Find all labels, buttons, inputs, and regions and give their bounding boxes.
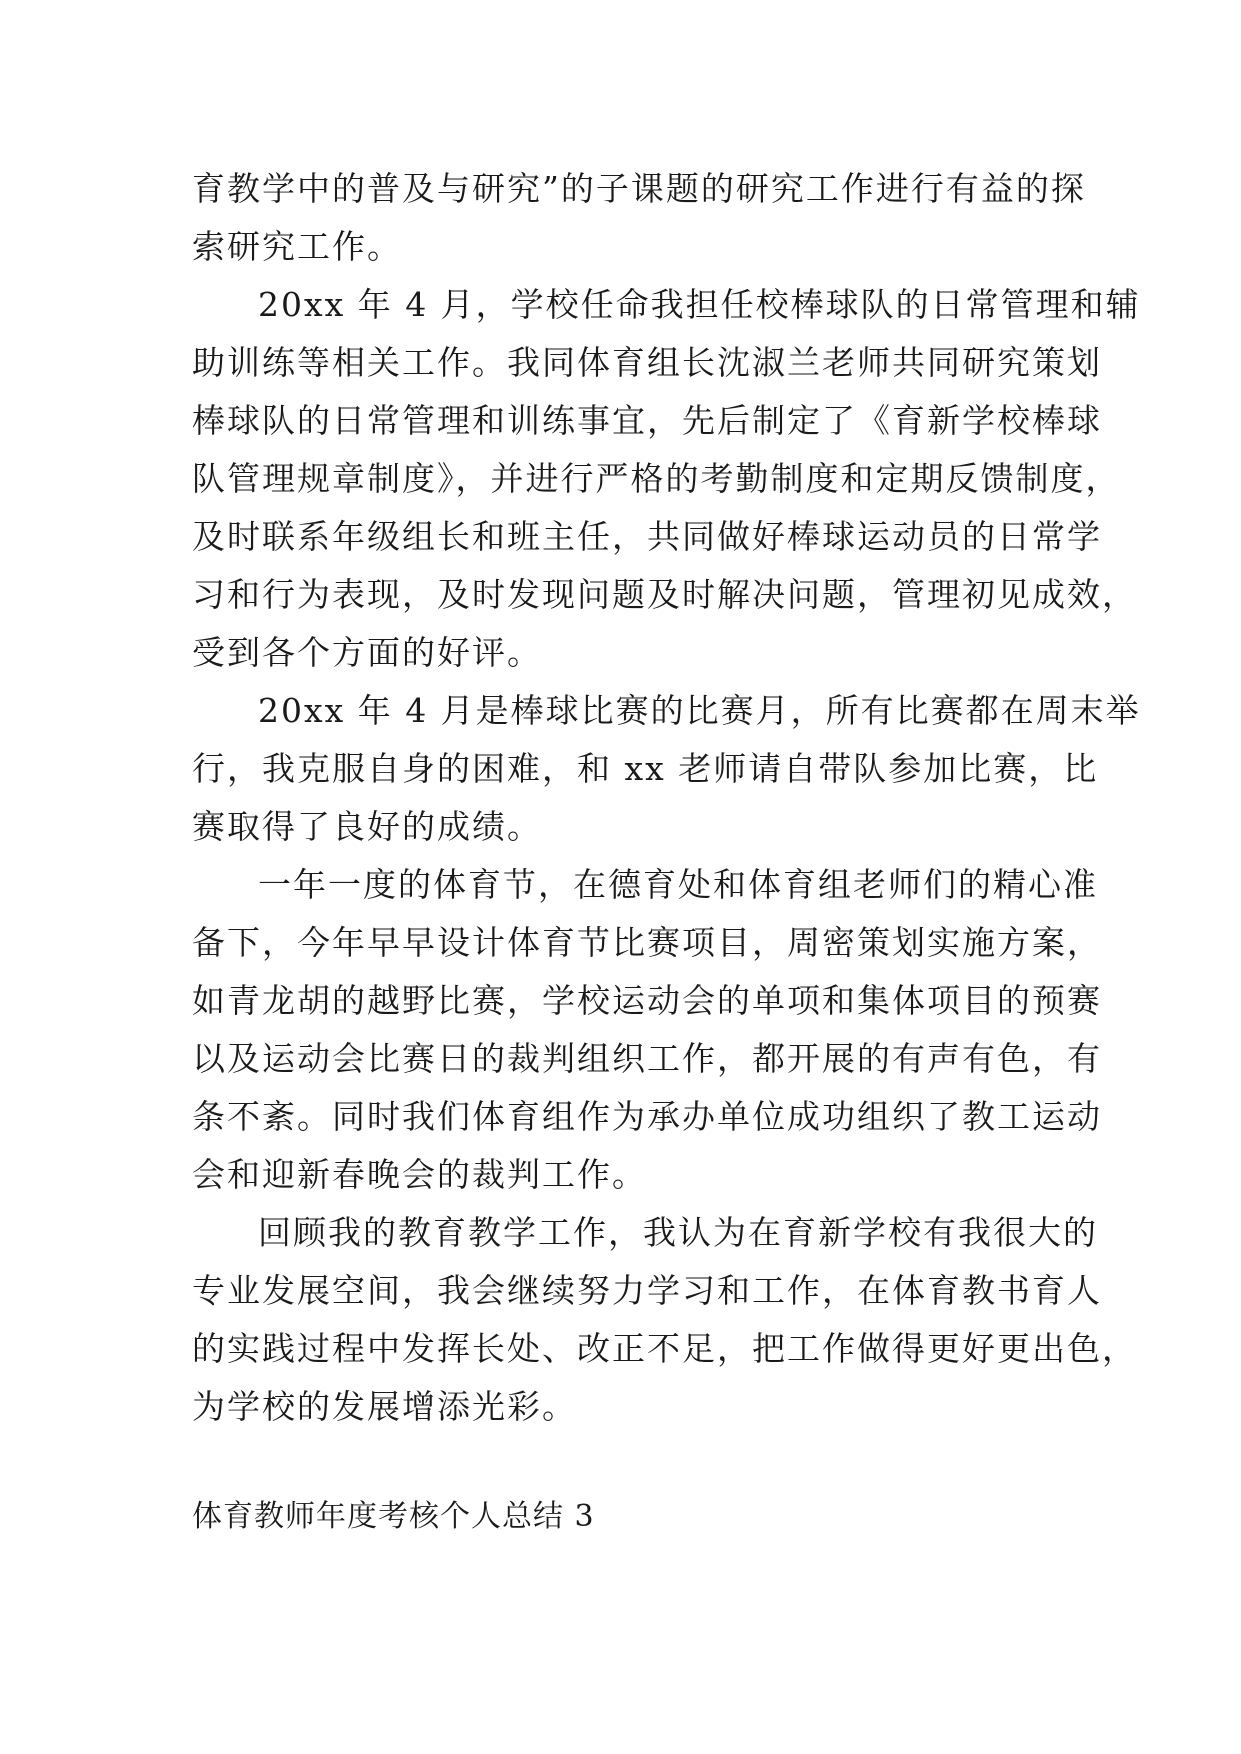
text-line: 习和行为表现，及时发现问题及时解决问题，管理初见成效， — [192, 575, 1137, 614]
paragraph-3 — [192, 682, 1141, 856]
text-line: 行，我克服自身的困难，和 xx 老师请自带队参加比赛，比 — [192, 749, 1099, 788]
text-line: 及时联系年级组长和班主任，共同做好棒球运动员的日常学 — [192, 517, 1102, 556]
text-line: 条不紊。同时我们体育组作为承办单位成功组织了教工运动 — [192, 1097, 1102, 1136]
text-line: 如青龙胡的越野比赛，学校运动会的单项和集体项目的预赛 — [192, 981, 1102, 1020]
text-line: 回顾我的教育教学工作，我认为在育新学校有我很大的 — [258, 1213, 1098, 1252]
text-line: 赛取得了良好的成绩。 — [192, 807, 542, 846]
section-heading: 体育教师年度考核个人总结 3 — [192, 1499, 595, 1534]
text-line: 受到各个方面的好评。 — [192, 633, 542, 672]
text-line: 的实践过程中发挥长处、改正不足，把工作做得更好更出色， — [192, 1329, 1137, 1368]
text-line: 队管理规章制度》，并进行严格的考勤制度和定期反馈制度， — [192, 459, 1121, 498]
paragraph-4 — [192, 856, 1102, 1204]
paragraph-5 — [192, 1204, 1137, 1436]
text-line: 以及运动会比赛日的裁判组织工作，都开展的有声有色，有 — [192, 1039, 1102, 1078]
paragraph-1 — [192, 160, 1086, 276]
text-line: 棒球队的日常管理和训练事宜，先后制定了《育新学校棒球 — [192, 401, 1102, 440]
paragraph-2 — [192, 276, 1141, 682]
text-line: 20xx 年 4 月，学校任命我担任校棒球队的日常管理和辅 — [258, 285, 1141, 324]
text-line: 索研究工作。 — [192, 227, 402, 266]
text-line: 一年一度的体育节，在德育处和体育组老师们的精心准 — [258, 865, 1098, 904]
text-line: 为学校的发展增添光彩。 — [192, 1387, 577, 1426]
text-line: 专业发展空间，我会继续努力学习和工作，在体育教书育人 — [192, 1271, 1102, 1310]
text-line: 助训练等相关工作。我同体育组长沈淑兰老师共同研究策划 — [192, 343, 1102, 382]
text-line: 育教学中的普及与研究”的子课题的研究工作进行有益的探 — [192, 169, 1086, 208]
text-line: 会和迎新春晚会的裁判工作。 — [192, 1155, 647, 1194]
document-page — [192, 160, 1141, 1546]
text-line: 备下，今年早早设计体育节比赛项目，周密策划实施方案， — [192, 923, 1102, 962]
text-line: 20xx 年 4 月是棒球比赛的比赛月，所有比赛都在周末举 — [258, 691, 1141, 730]
